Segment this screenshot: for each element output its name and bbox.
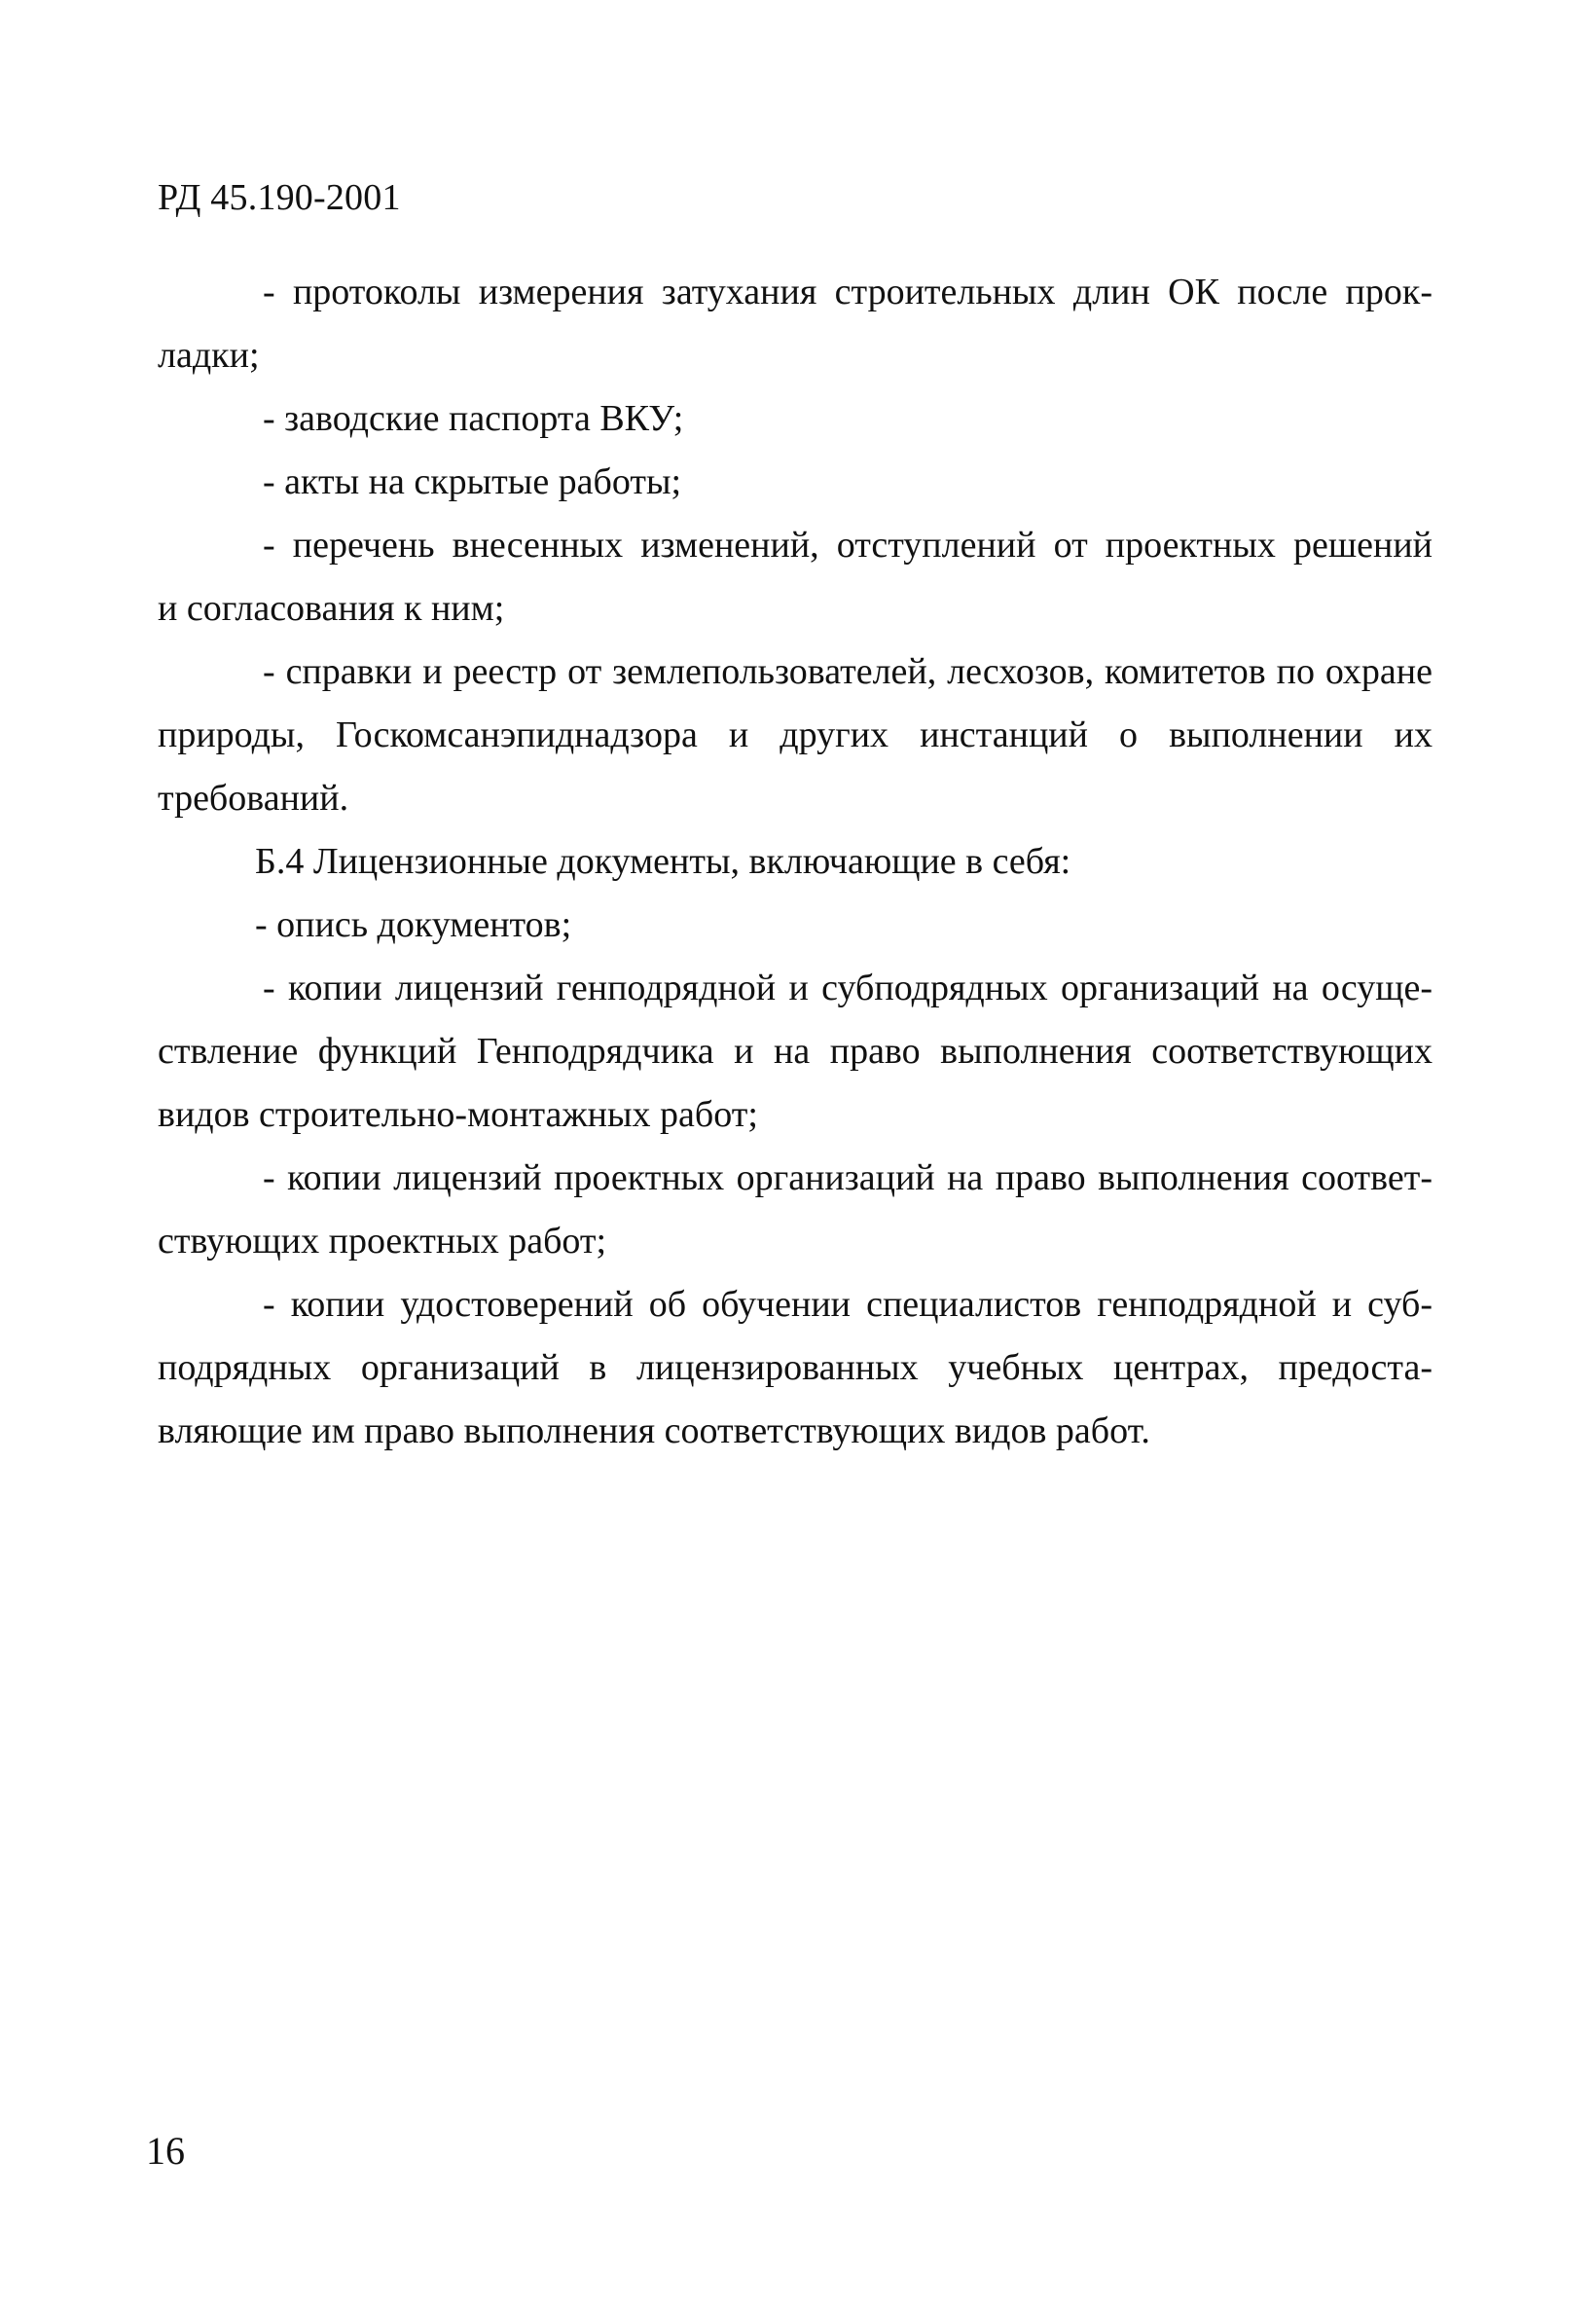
text-line: - копии лицензий генподрядной и субподрядных организаций на осуще- bbox=[263, 968, 1433, 1008]
text-line: природы, Госкомсанэпиднадзора и других инстанций о выполнении их bbox=[158, 714, 1433, 755]
text-line: вляющие им право выполнения соответствующих видов работ. bbox=[158, 1410, 1150, 1451]
document-code-header: РД 45.190-2001 bbox=[158, 177, 401, 218]
paragraph-contractor-licenses bbox=[158, 957, 1433, 1147]
text-line: ствующих проектных работ; bbox=[158, 1221, 607, 1262]
paragraph-training-certificates bbox=[158, 1273, 1433, 1463]
text-line: - перечень внесенных изменений, отступлений от проектных решений bbox=[263, 525, 1433, 566]
text-line: ладки; bbox=[158, 335, 260, 376]
paragraph-hidden-works-acts bbox=[158, 451, 1433, 514]
text-line: - копии лицензий проектных организаций на право выполнения соответ- bbox=[263, 1157, 1433, 1198]
paragraph-certificates-registry bbox=[158, 640, 1433, 830]
text-line: видов строительно-монтажных работ; bbox=[158, 1094, 758, 1135]
page-number: 16 bbox=[146, 2129, 185, 2173]
paragraph-document-inventory bbox=[158, 894, 1433, 957]
text-line: - заводские паспорта ВКУ; bbox=[263, 398, 684, 439]
document-body bbox=[158, 261, 1433, 1463]
text-line: Б.4 Лицензионные документы, включающие в себя: bbox=[255, 841, 1071, 882]
text-line: - копии удостоверений об обучении специалистов генподрядной и суб- bbox=[263, 1284, 1433, 1325]
text-line: - протоколы измерения затухания строительных длин ОК после прок- bbox=[263, 272, 1433, 312]
text-line: ствление функций Генподрядчика и на право выполнения соответствующих bbox=[158, 1031, 1433, 1072]
text-line: - акты на скрытые работы; bbox=[263, 461, 682, 502]
section-b4-heading bbox=[158, 830, 1433, 894]
text-line: и согласования к ним; bbox=[158, 588, 505, 629]
paragraph-design-licenses bbox=[158, 1147, 1433, 1273]
paragraph-changes-list bbox=[158, 514, 1433, 640]
paragraph-attenuation-protocols bbox=[158, 261, 1433, 387]
paragraph-factory-passports bbox=[158, 387, 1433, 451]
text-line: подрядных организаций в лицензированных учебных центрах, предоста- bbox=[158, 1347, 1433, 1388]
text-line: требований. bbox=[158, 778, 349, 819]
text-line: - справки и реестр от землепользователей, лесхозов, комитетов по охране bbox=[263, 651, 1433, 692]
text-line: - опись документов; bbox=[255, 904, 572, 945]
